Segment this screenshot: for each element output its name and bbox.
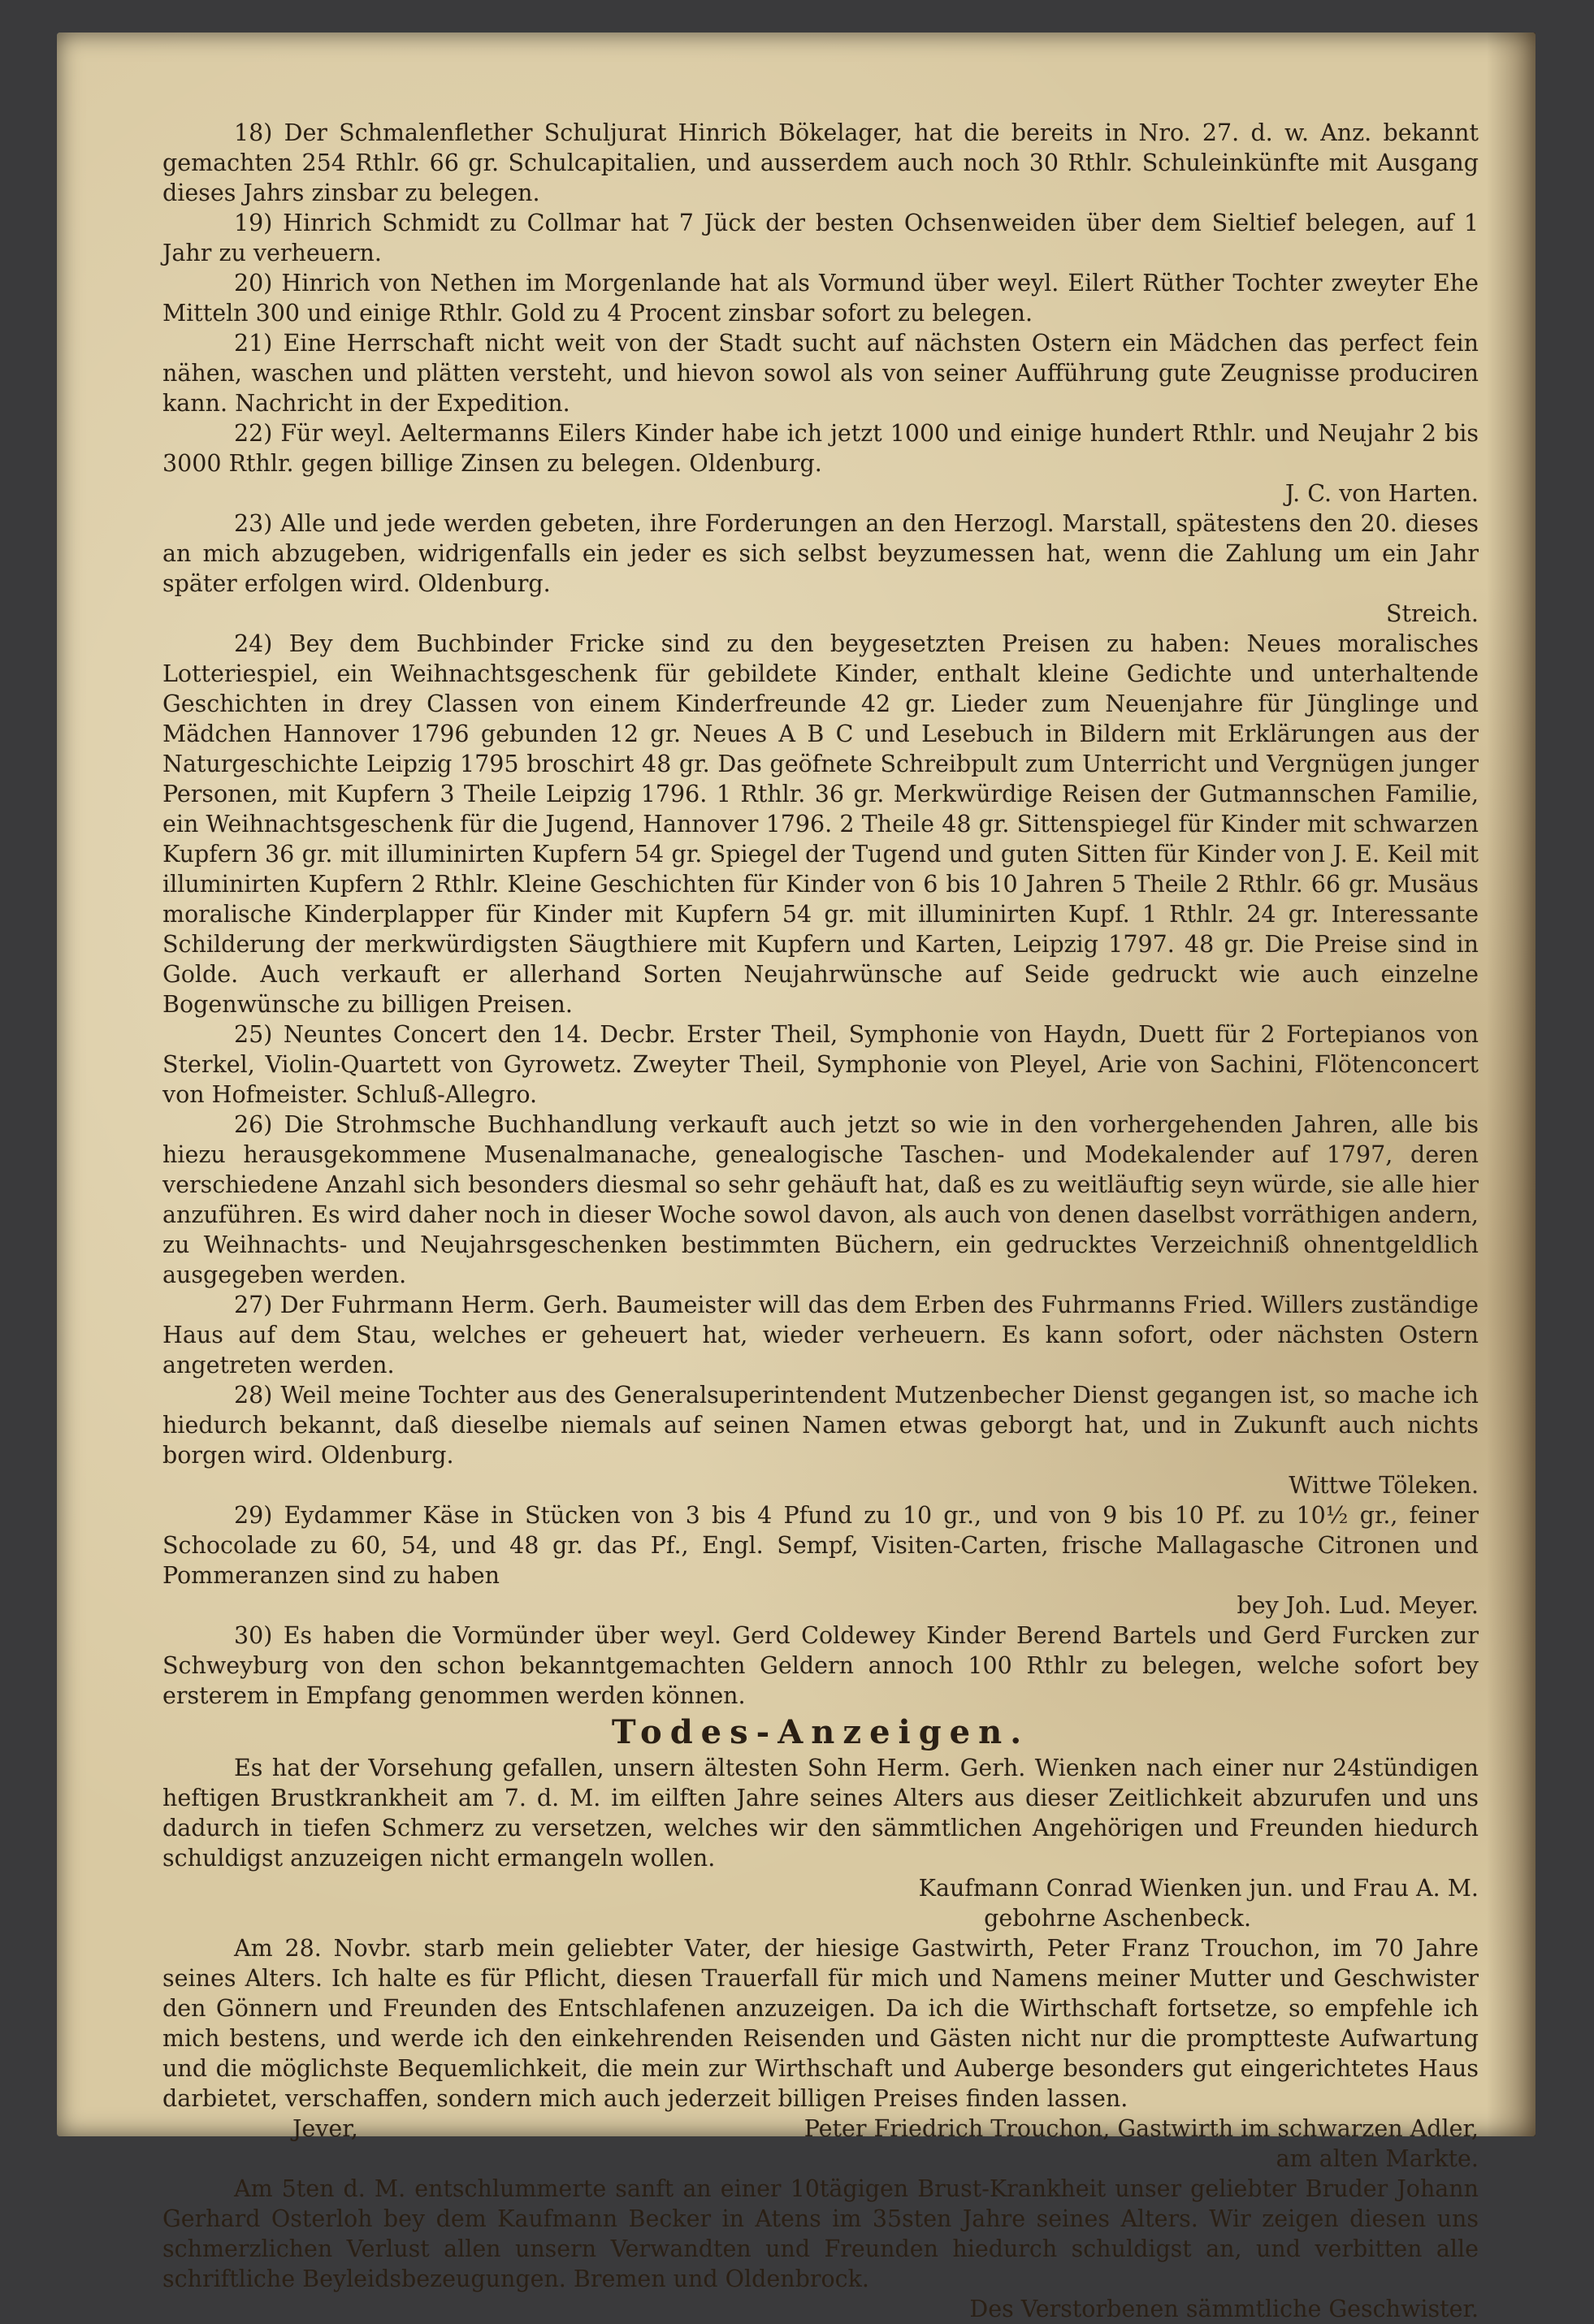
death-notice-3 [162,2174,1479,2324]
death-notice-1-text: Es hat der Vorsehung gefallen, unsern ältesten Sohn Herm. Gerh. Wienken nach einer nur 24stündigen heftigen Brustkrankheit am 7. d. M. im eilften Jahre seines Alters aus dieser Zeitlichkeit abzurufen und uns dadurch in tiefen Schmerz zu versetzen, welches wir den sämmtlichen Angehörigen und Freunden hiedurch schuldigst anzuzeigen nicht ermangeln wollen. [162,1755,1479,1872]
notice-30: 30) Es haben die Vormünder über weyl. Gerd Coldewey Kinder Berend Bartels und Gerd Furcken zur Schweyburg von den schon bekanntgemachten Geldern annoch 100 Rthlr zu belegen, welche sofort bey ersterem in Empfang genommen werden können. [162,1622,1479,1709]
notice-22-signature: J. C. von Harten. [1284,480,1479,507]
newspaper-page [57,32,1536,2322]
notice-28 [162,1380,1479,1500]
notice-23-signature: Streich. [1386,600,1479,627]
death-notice-1-signature: Kaufmann Conrad Wienken jun. und Frau A. M. [918,1875,1479,1902]
notice-23-text: 23) Alle und jede werden gebeten, ihre Forderungen an den Herzogl. Marstall, spätestens den 20. dieses an mich abzugeben, widrigenfalls ein jeder es sich selbst beyzumessen hat, wenn die Zahlung um ein Jahr später erfolgen wird. Oldenburg. [162,510,1479,597]
death-notice-2-signature-line2: am alten Markte. [1276,2145,1479,2172]
death-notice-2-place: Jever, [292,2115,358,2142]
notice-21: 21) Eine Herrschaft nicht weit von der Stadt sucht auf nächsten Ostern ein Mädchen das perfect fein nähen, waschen und plätten versteht, und hievon sowol als von seiner Aufführung gute Zeugnisse produciren kann. Nachricht in der Expedition. [162,330,1479,417]
notice-19: 19) Hinrich Schmidt zu Collmar hat 7 Jück der besten Ochsenweiden über dem Sieltief belegen, auf 1 Jahr zu verheuern. [162,210,1479,266]
death-notice-2-signature: Peter Friedrich Trouchon, Gastwirth im schwarzen Adler, [803,2115,1479,2142]
notice-28-signature: Wittwe Töleken. [1289,1472,1479,1499]
death-notice-1 [162,1753,1479,1933]
notice-23 [162,509,1479,629]
notice-29-signature: bey Joh. Lud. Meyer. [1237,1592,1479,1619]
notice-24: 24) Bey dem Buchbinder Fricke sind zu den beygesetzten Preisen zu haben: Neues moralisches Lotteriespiel, ein Weihnachtsgeschenk für gebildete Kinder, enthalt kleine Gedichte und unterhaltende Geschichten in drey Classen von einem Kinderfreunde 42 gr. Lieder zum Neuenjahre für Jünglinge und Mädchen Hannover 1796 gebunden 12 gr. Neues A B C und Lesebuch in Bildern mit Erklärungen aus der Naturgeschichte Leipzig 1795 broschirt 48 gr. Das geöfnete Schreibpult zum Unterricht und Vergnügen junger Personen, mit Kupfern 3 Theile Leipzig 1796. 1 Rthlr. 36 gr. Merkwürdige Reisen der Gutmannschen Familie, ein Weihnachtsgeschenk für die Jugend, Hannover 1796. 2 Theile 48 gr. Sittenspiegel für Kinder mit schwarzen Kupfern 36 gr. mit illuminirten Kupfern 54 gr. Spiegel der Tugend und guten Sitten für Kinder von J. E. Keil mit illuminirten Kupfern 2 Rthlr. Kleine Geschichten für Kinder von 6 bis 10 Jahren 5 Theile 2 Rthlr. 66 gr. Musäus moralische Kinderplapper für Kinder mit Kupfern 54 gr. mit illuminirten Kupf. 1 Rthlr. 24 gr. Interessante Schilderung der merkwürdigsten Säugthiere mit Kupfern und Karten, Leipzig 1797. 48 gr. Die Preise sind in Golde. Auch verkauft er allerhand Sorten Neujahrwünsche auf Seide gedruckt wie auch einzelne Bogenwünsche zu billigen Preisen. [162,630,1479,1018]
death-notice-2-text: Am 28. Novbr. starb mein geliebter Vater, der hiesige Gastwirth, Peter Franz Trouchon, im 70 Jahre seines Alters. Ich halte es für Pflicht, diesen Trauerfall für mich und Namens meiner Mutter und Geschwister den Gönnern und Freunden des Entschlafenen anzuzeigen. Da ich die Wirthschaft fortsetze, so empfehle ich mich bestens, und werde ich den einkehrenden Reisenden und Gästen nicht nur die promptteste Aufwartung und die möglichste Bequemlichkeit, die mein zur Wirthschaft und Auberge besonders gut eingerichtetes Haus darbietet, verschaffen, sondern mich auch jederzeit billigen Preises finden lassen. [162,1935,1479,2112]
notice-29 [162,1500,1479,1621]
notice-28-text: 28) Weil meine Tochter aus des Generalsuperintendent Mutzenbecher Dienst gegangen ist, so mache ich hiedurch bekannt, daß dieselbe niemals auf seinen Namen etwas geborgt hat, und in Zukunft auch nichts borgen wird. Oldenburg. [162,1382,1479,1469]
notice-27: 27) Der Fuhrmann Herm. Gerh. Baumeister will das dem Erben des Fuhrmanns Fried. Willers zuständige Haus auf dem Stau, welches er geheuert hat, wieder verheuern. Es kann sofort, oder nächsten Ostern angetreten werden. [162,1292,1479,1378]
notice-26: 26) Die Strohmsche Buchhandlung verkauft auch jetzt so wie in den vorhergehenden Jahren, alle bis hiezu herausgekommene Musenalmanache, genealogische Taschen- und Modekalender auf 1797, deren verschiedene Anzahl sich besonders diesmal so sehr gehäuft hat, daß es zu weitläuftig seyn würde, sie alle hier anzuführen. Es wird daher noch in dieser Woche sowol davon, als auch von denen daselbst vorräthigen andern, zu Weihnachts- und Neujahrsgeschenken bestimmten Büchern, ein gedrucktes Verzeichniß ohnentgeldlich ausgegeben werden. [162,1111,1479,1288]
notice-25: 25) Neuntes Concert den 14. Decbr. Erster Theil, Symphonie von Haydn, Duett für 2 Fortepianos von Sterkel, Violin-Quartett von Gyrowetz. Zweyter Theil, Symphonie von Pleyel, Arie von Sachini, Flötenconcert von Hofmeister. Schluß-Allegro. [162,1021,1479,1108]
notice-22 [162,418,1479,509]
notice-29-text: 29) Eydammer Käse in Stücken von 3 bis 4 Pfund zu 10 gr., und von 9 bis 10 Pf. zu 10½ gr., feiner Schocolade zu 60, 54, und 48 gr. das Pf., Engl. Sempf, Visiten-Carten, frische Mallagasche Citronen und Pommeranzen sind zu haben [162,1502,1479,1589]
death-notice-1-signature-line2: gebohrne Aschenbeck. [984,1905,1251,1932]
death-notice-3-signature: Des Verstorbenen sämmtliche Geschwister. [969,2296,1479,2322]
death-notice-2 [162,1933,1479,2174]
death-notices-heading: Todes-Anzeigen. [611,1713,1030,1751]
page-content [162,118,1479,2324]
death-notice-3-text: Am 5ten d. M. entschlummerte sanft an einer 10tägigen Brust-Krankheit unser geliebter Bruder Johann Gerhard Osterloh bey dem Kaufmann Becker in Atens im 35sten Jahre seines Alters. Wir zeigen diesen uns schmerzlichen Verlust allen unsern Verwandten und Freunden hiedurch schuldigst an, und verbitten alle schriftliche Beyleidsbezeugungen. Bremen und Oldenbrock. [162,2175,1479,2292]
page-gutter-shadow [1487,32,1536,2136]
notice-20: 20) Hinrich von Nethen im Morgenlande hat als Vormund über weyl. Eilert Rüther Tochter zweyter Ehe Mitteln 300 und einige Rthlr. Gold zu 4 Procent zinsbar sofort zu belegen. [162,270,1479,327]
notice-18: 18) Der Schmalenflether Schuljurat Hinrich Bökelager, hat die bereits in Nro. 27. d. w. Anz. bekannt gemachten 254 Rthlr. 66 gr. Schulcapitalien, und ausserdem auch noch 30 Rthlr. Schuleinkünfte mit Ausgang dieses Jahrs zinsbar zu belegen. [162,119,1479,206]
notice-22-text: 22) Für weyl. Aeltermanns Eilers Kinder habe ich jetzt 1000 und einige hundert Rthlr. und Neujahr 2 bis 3000 Rthlr. gegen billige Zinsen zu belegen. Oldenburg. [162,420,1479,477]
